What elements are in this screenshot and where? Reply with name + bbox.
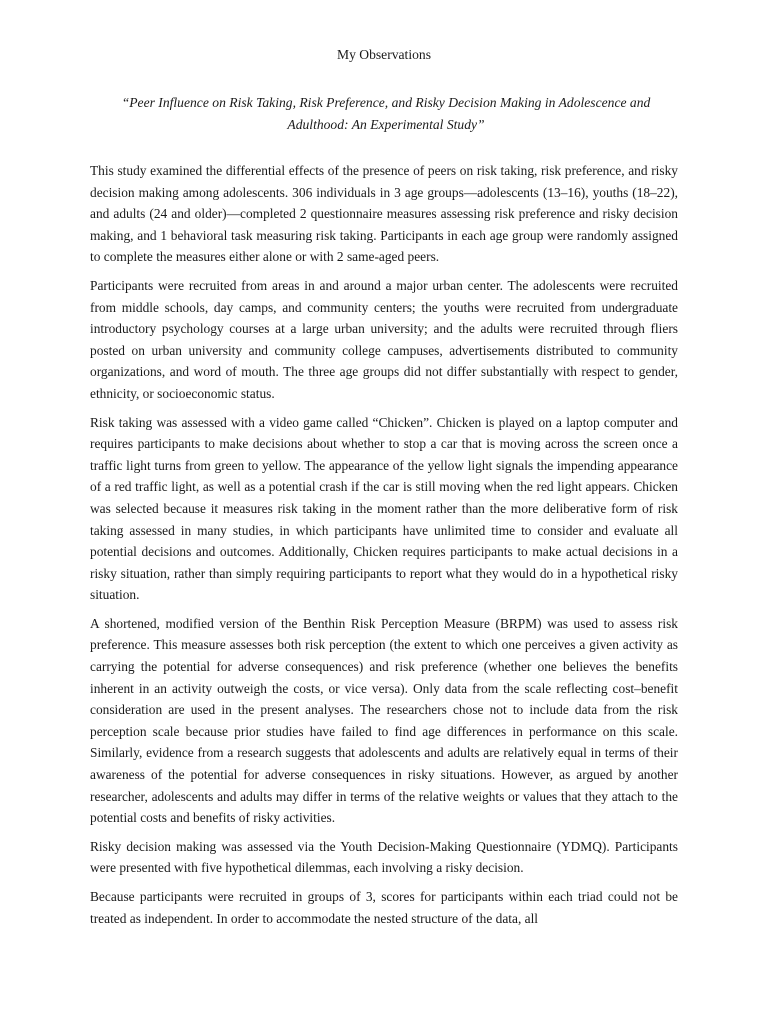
paragraph-risk-taking: Risk taking was assessed with a video game called “Chicken”. Chicken is played on a laptop computer and requires participants to make decisions about whether to stop a car that is moving across the screen once a traffic light turns from green to yellow. The appearance of the yellow light signals the impending appearance of a red traffic light, as well as a potential crash if the car is still moving when the red light appears. Chicken was selected because it measures risk taking in the moment rather than the more deliberative form of risk taking assessed in many studies, in which participants have unlimited time to consider and evaluate all potential decisions and outcomes. Additionally, Chicken requires participants to make actual decisions in a risky situation, rather than simply requiring participants to report what they would do in a hypothetical risky situation. — [90, 414, 678, 603]
document-title: My Observations — [336, 47, 431, 62]
paragraph-study-overview: This study examined the differential effects of the presence of peers on risk taking, risk preference, and risky decision making among adolescents. 306 individuals in 3 age groups—adolescents (13–16), youths (18–22), and adults (24 and older)—completed 2 questionnaire measures assessing risk preference and risky decision making, and 1 behavioral task measuring risk taking. Participants in each age group were randomly assigned to complete the measures either alone or with 2 same-aged peers. — [90, 163, 678, 265]
paragraph-participants: Participants were recruited from areas in and around a major urban center. The adolescents were recruited from middle schools, day camps, and community centers; the youths were recruited from undergraduate introductory psychology courses at a large urban university; and the adults were recruited through fliers posted on urban university and community college campuses, advertisements distributed to community organizations, and word of mouth. The three age groups did not differ substantially with respect to gender, ethnicity, or socioeconomic status. — [90, 277, 678, 401]
document-body — [90, 160, 678, 936]
paragraph-decision-making: Risky decision making was assessed via the Youth Decision-Making Questionnaire (YDMQ). Participants were presented with five hypothetical dilemmas, each involving a risky decision. — [90, 838, 678, 876]
article-title: “Peer Influence on Risk Taking, Risk Preference, and Risky Decision Making in Adolescence and Adulthood: An Experimental Study” — [121, 95, 651, 132]
paragraph-analysis: Because participants were recruited in groups of 3, scores for participants within each triad could not be treated as independent. In order to accommodate the nested structure of the data, all — [90, 889, 678, 926]
paragraph-risk-preference: A shortened, modified version of the Benthin Risk Perception Measure (BRPM) was used to assess risk preference. This measure assesses both risk perception (the extent to which one perceives a given activity as carrying the potential for adverse consequences) and risk preference (whether one believes the benefits inherent in an activity outweigh the costs, or vice versa). Only data from the scale reflecting cost–benefit consideration are used in the present analyses. The researchers chose not to include data from the risk perception scale because prior studies have failed to find age differences in performance on this scale. Similarly, evidence from a research suggests that adolescents and adults are relatively equal in terms of their awareness of the potential for adverse consequences in risky situations. However, as argued by another researcher, adolescents and adults may differ in terms of the relative weights or values that they attach to the potential costs and benefits of risky activities. — [90, 615, 678, 826]
